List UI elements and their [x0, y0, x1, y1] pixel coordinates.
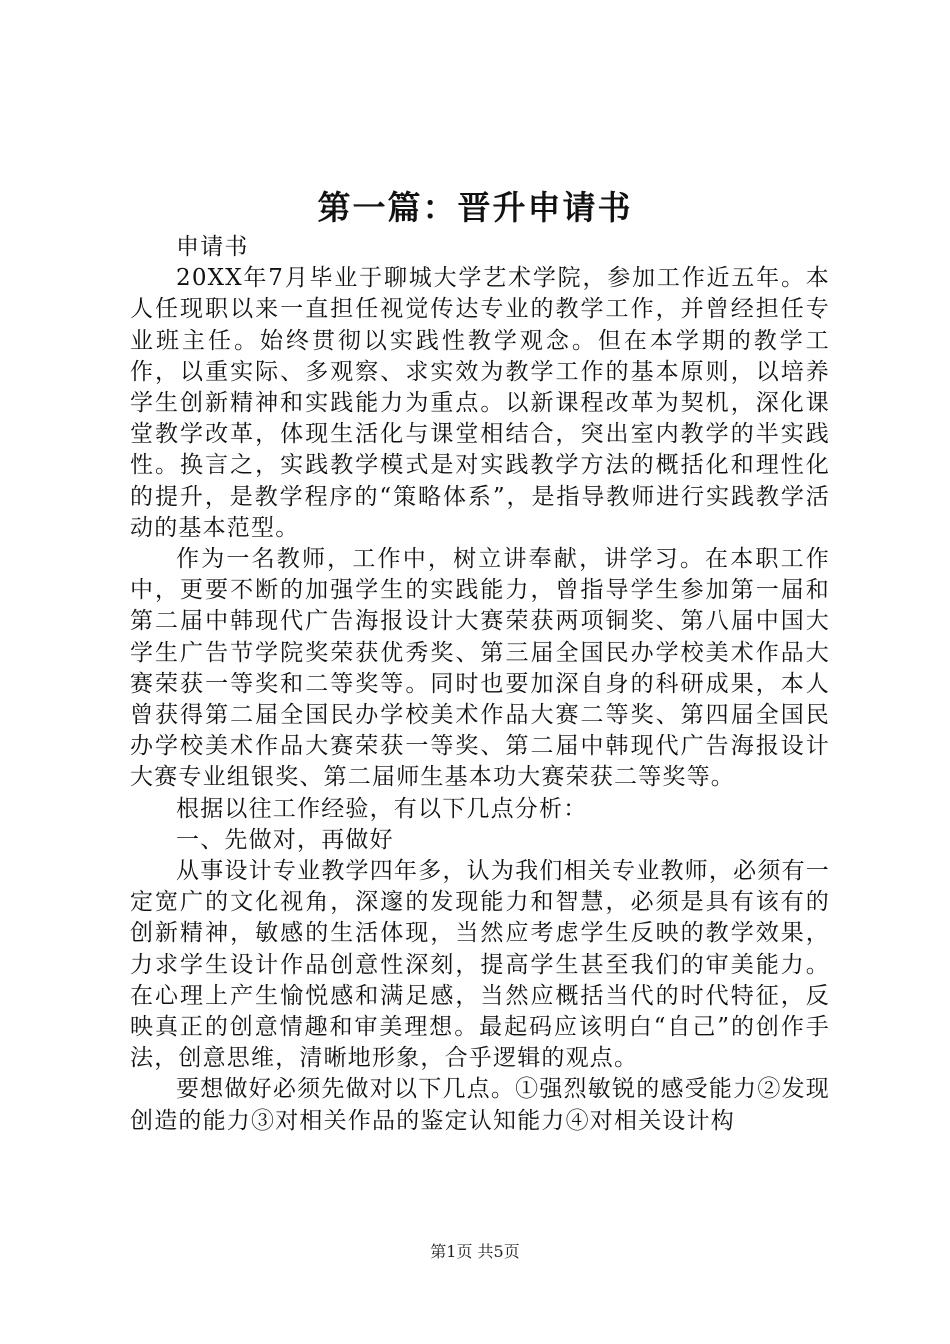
document-title: 第一篇：晋升申请书 [317, 188, 633, 227]
section-heading-1: 一、先做对，再做好 [176, 826, 394, 853]
page-footer: 第1页 共5页 [430, 1242, 520, 1261]
document-body [130, 232, 830, 1137]
paragraph-key-points: 要想做好必须先做对以下几点。①强烈敏锐的感受能力②发现创造的能力③对相关作品的鉴定认知能力④对相关设计构 [130, 1076, 830, 1134]
paragraph-design-teaching: 从事设计专业教学四年多，认为我们相关专业教师，必须有一定宽广的文化视角，深邃的发现能力和智慧，必须是具有该有的创新精神，敏感的生活体现，当然应考虑学生反映的教学效果，力求学生设计作品创意性深刻，提高学生甚至我们的审美能力。在心理上产生愉悦感和满足感，当然应概括当代的时代特征，反映真正的创意情趣和审美理想。最起码应该明白“自己”的创作手法，创意思维，清晰地形象，合乎逻辑的观点。 [130, 858, 830, 1072]
paragraph-analysis-intro: 根据以往工作经验，有以下几点分析： [176, 795, 588, 822]
paragraph-heading: 申请书 [176, 234, 249, 260]
paragraph-intro: 20XX年7月毕业于聊城大学艺术学院，参加工作近五年。本人任现职以来一直担任视觉传达专业的教学工作，并曾经担任专业班主任。始终贯彻以实践性教学观念。但在本学期的教学工作，以重实际、多观察、求实效为教学工作的基本原则，以培养学生创新精神和实践能力为重点。以新课程改革为契机，深化课堂教学改革，体现生活化与课堂相结合，突出室内教学的半实践性。换言之，实践教学模式是对实践教学方法的概括化和理性化的提升，是教学程序的“策略体系”，是指导教师进行实践教学活动的基本范型。 [130, 265, 830, 541]
paragraph-achievements: 作为一名教师，工作中，树立讲奉献，讲学习。在本职工作中，更要不断的加强学生的实践能力，曾指导学生参加第一届和第二届中韩现代广告海报设计大赛荣获两项铜奖、第八届中国大学生广告节学院奖荣获优秀奖、第三届全国民办学校美术作品大赛荣获一等奖和二等奖等。同时也要加深自身的科研成果，本人曾获得第二届全国民办学校美术作品大赛二等奖、第四届全国民办学校美术作品大赛荣获一等奖、第二届中韩现代广告海报设计大赛专业组银奖、第二届师生基本功大赛荣获二等奖等。 [130, 546, 830, 791]
